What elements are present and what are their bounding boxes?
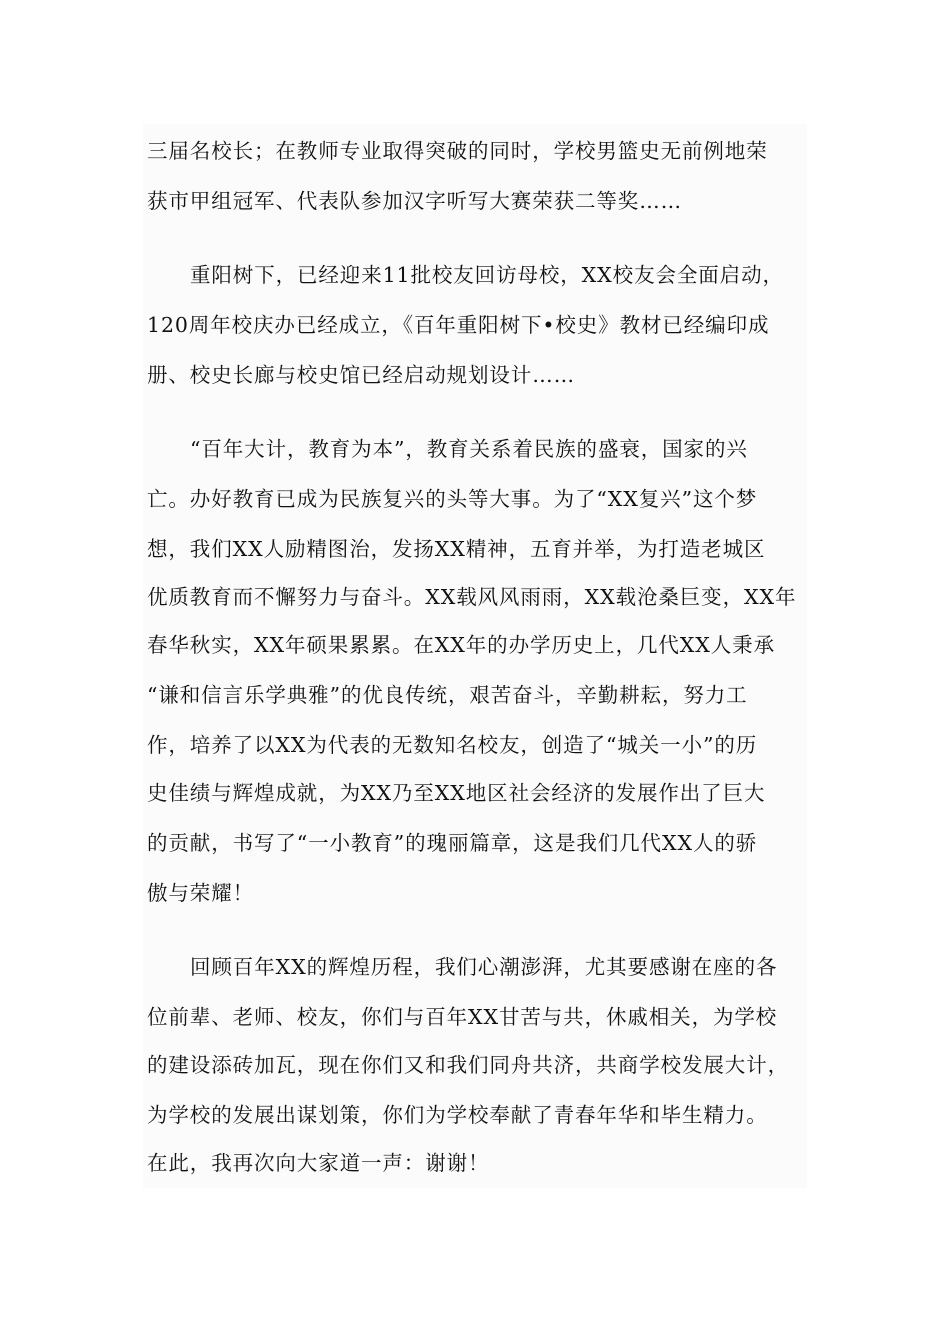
paragraph-line: 为学校的发展出谋划策，你们为学校奉献了青春年华和毕生精力。 [147,1103,768,1127]
paragraph-line: 册、校史长廊与校史馆已经启动规划设计…… [147,363,575,387]
paragraph-line: 作，培养了以XX为代表的无数知名校友，创造了“城关一小”的历 [147,733,758,757]
paragraph-line: 想，我们XX人励精图治，发扬XX精神，五育并举，为打造老城区 [147,537,766,561]
paragraph-line: “百年大计，教育为本”，教育关系着民族的盛衰，国家的兴 [190,437,748,461]
paragraph-line: 在此，我再次向大家道一声：谢谢！ [147,1151,490,1175]
paragraph-line: 三届名校长；在教师专业取得突破的同时，学校男篮史无前例地荣 [147,139,768,163]
paragraph-line: 的贡献，书写了“一小教育”的瑰丽篇章，这是我们几代XX人的骄 [147,831,758,855]
paragraph-line: 傲与荣耀！ [147,881,254,905]
paragraph-line: 位前辈、老师、校友，你们与百年XX甘苦与共，休戚相关，为学校 [147,1005,778,1029]
paragraph-line: 120周年校庆办已经成立，《百年重阳树下•校史》教材已经编印成 [147,313,770,337]
paragraph-line: 回顾百年XX的辉煌历程，我们心潮澎湃，尤其要感谢在座的各 [190,955,778,979]
paragraph-line: 春华秋实，XX年硕果累累。在XX年的办学历史上，几代XX人秉承 [147,633,775,657]
paragraph-line: 获市甲组冠军、代表队参加汉字听写大赛荣获二等奖…… [147,189,682,213]
paragraph-line: 亡。办好教育已成为民族复兴的头等大事。为了“XX复兴”这个梦 [147,487,758,511]
paragraph-line: 重阳树下，已经迎来11批校友回访母校，XX校友会全面启动， [190,263,784,287]
paragraph-line: “谦和信言乐学典雅”的优良传统，艰苦奋斗，辛勤耕耘，努力工 [147,683,748,707]
paragraph-line: 史佳绩与辉煌成就，为XX乃至XX地区社会经济的发展作出了巨大 [147,781,766,805]
paragraph-line: 的建设添砖加瓦，现在你们又和我们同舟共济，共商学校发展大计， [147,1053,789,1077]
paragraph-line: 优质教育而不懈努力与奋斗。XX载风风雨雨，XX载沧桑巨变，XX年 [147,585,797,609]
